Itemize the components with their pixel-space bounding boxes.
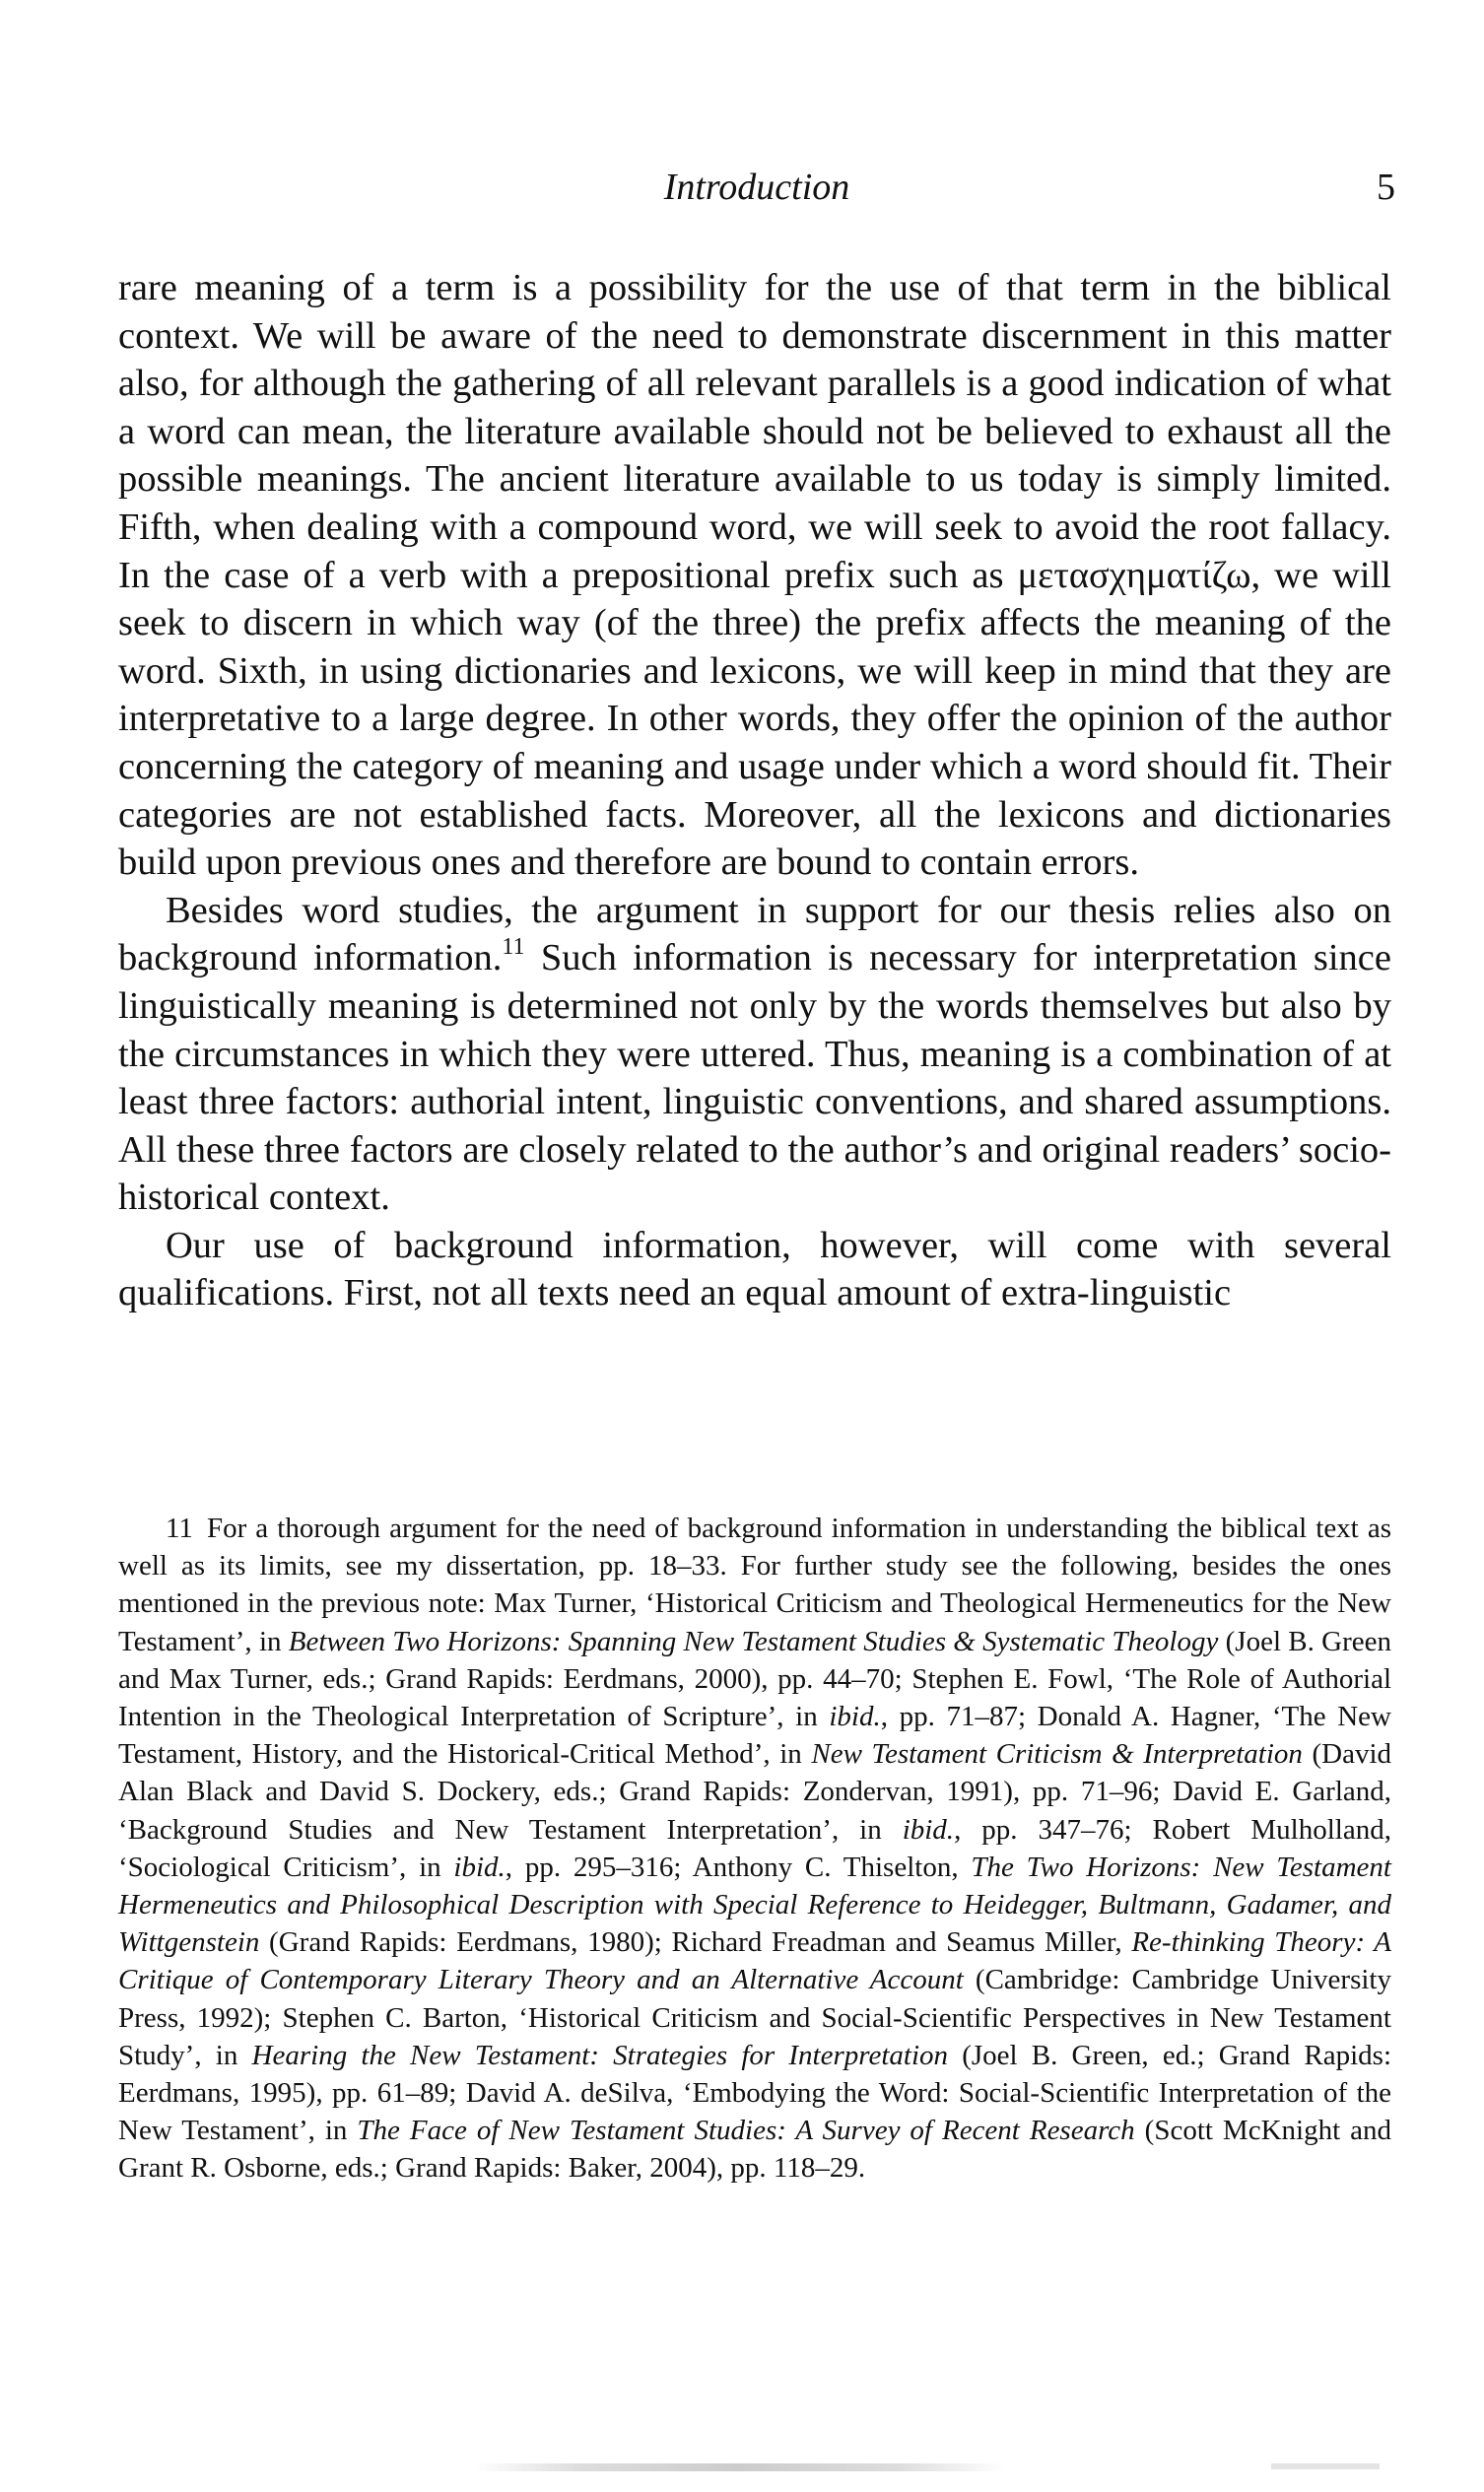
paragraph-2-end: Such information is necessary for interpretation since linguistically meaning is determined not only by the words themselves but also by the circumstances in which they were uttered. Thus, meaning is a combination of at least three factors: authorial intent, linguistic conventions, and shared assumptions. All these three factors are closely related to the author’s and original readers’ socio-historical context. [118,937,1391,1219]
book-title: New Testament Criticism & Interpretation [811,1738,1303,1771]
footnote-text: (Joel B. Green, ed.; Grand Rapids: Eerdmans, 1995), pp. 61–89; David A. deSilva, ‘Embodying the Word: Social-Scientific Interpretation of the New Testament’, in [118,2039,1391,2147]
scan-artifact [473,2463,1005,2471]
footnote-reference: 11 [502,934,525,961]
footnote-text: , pp. 295–316; Anthony C. Thiselton, [505,1851,972,1883]
book-title: Between Two Horizons: Spanning New Testament Studies & Systematic Theology [288,1625,1219,1657]
footnote-block [118,1510,1391,2188]
book-title: The Face of New Testament Studies: A Survey of Recent Research [357,2115,1135,2147]
footnote-text: (Cambridge: Cambridge University Press, 1992); Stephen C. Barton, ‘Historical Criticism and Social-Scientific Perspectives in New Testament Study’, in [118,1964,1391,2071]
ibid-ref: ibid. [453,1851,506,1883]
footnote-text: (Scott McKnight and Grant R. Osborne, eds.; Grand Rapids: Baker, 2004), pp. 118–29. [118,2115,1392,2185]
running-head: Introduction [663,167,850,208]
ibid-ref: ibid. [829,1701,881,1733]
footnote-text: , pp. 347–76; Robert Mulholland, ‘Sociological Criticism’, in [118,1813,1391,1883]
ibid-ref: ibid. [902,1813,955,1846]
main-text [118,264,1391,1317]
page-header [118,163,1395,212]
paragraph-1: rare meaning of a term is a possibility for the use of that term in the biblical context. We will be aware of the need to demonstrate discernment in this matter also, for although the gathering of all relevant parallels is a good indication of what a word can mean, the literature available should not be believed to exhaust all the possible meanings. The ancient literature available to us today is simply limited. Fifth, when dealing with a compound word, we will seek to avoid the root fallacy. In the case of a verb with a prepositional prefix such as μετασχηματίζω, we will seek to discern in which way (of the three) the prefix affects the meaning of the word. Sixth, in using dictionaries and lexicons, we will keep in mind that they are interpretative to a large degree. In other words, they offer the opinion of the author concerning the category of meaning and usage under which a word should fit. Their categories are not established facts. Moreover, all the lexicons and dictionaries build upon previous ones and therefore are bound to contain errors. [118,267,1391,884]
paragraph-3: Our use of background information, however, will come with several qualifications. First, not all texts need an equal amount of extra-linguistic [118,1224,1391,1314]
footnote-11 [118,1510,1391,2188]
page-number: 5 [1377,167,1395,208]
footnote-text: For a thorough argument for the need of background information in understanding the biblical text as well as its limits, see my dissertation, pp. 18–33. For further study see the following, besides the ones mentioned in the previous note: Max Turner, ‘Historical Criticism and Theological Hermeneutics for the New Testament’, in [118,1513,1391,1657]
footnote-text: (Grand Rapids: Eerdmans, 1980); Richard Freadman and Seamus Miller, [259,1926,1132,1959]
scan-artifact [1271,2463,1380,2469]
book-title: The Two Horizons: New Testament Hermeneutics and Philosophical Description with Special Reference to Heidegger, Bultmann, Gadamer, and Wittgenstein [118,1851,1391,1959]
book-title: Hearing the New Testament: Strategies for Interpretation [251,2039,949,2071]
footnote-text: (David Alan Black and David S. Dockery, eds.; Grand Rapids: Zondervan, 1991), pp. 71–96; David E. Garland, ‘Background Studies and New Testament Interpretation’, in [118,1738,1392,1846]
book-title: Re-thinking Theory: A Critique of Contemporary Literary Theory and an Alternative Account [118,1926,1391,1996]
paragraph-2-start: Besides word studies, the argument in support for our thesis relies also on background information. [118,889,1391,979]
footnote-number: 11 [166,1513,193,1544]
footnote-text: , pp. 71–87; Donald A. Hagner, ‘The New Testament, History, and the Historical-Critical Method’, in [118,1701,1391,1771]
footnote-text: (Joel B. Green and Max Turner, eds.; Grand Rapids: Eerdmans, 2000), pp. 44–70; Stephen E. Fowl, ‘The Role of Authorial Intention in the Theological Interpretation of Scripture’, in [118,1625,1391,1733]
paragraph-2 [118,887,1391,1222]
